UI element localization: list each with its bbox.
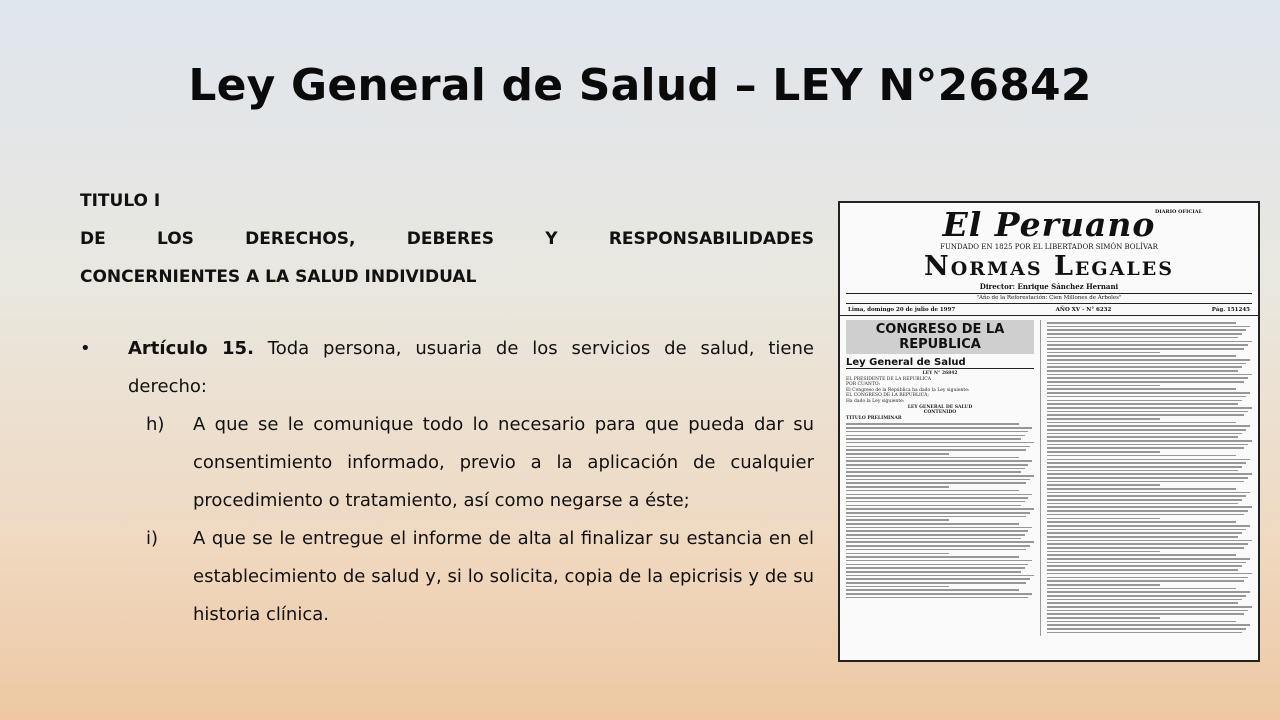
text-line (1047, 558, 1250, 560)
item-text: A que se le comunique todo lo necesario para que pueda dar su consentimiento informado, previo a la aplicación de cualquier procedimiento o tratamiento, así como negarse a éste; (193, 414, 814, 511)
text-line (846, 530, 1028, 532)
bullet-icon: • (80, 338, 91, 359)
text-line (1047, 551, 1160, 553)
text-line (1047, 436, 1238, 438)
text-line (1047, 477, 1248, 479)
text-line (1047, 525, 1250, 527)
text-line (846, 475, 1034, 477)
article-label: Artículo 15. (128, 338, 254, 359)
text-line (846, 582, 1026, 584)
heading-block (80, 182, 814, 296)
text-line (1047, 521, 1236, 523)
text-line (1047, 326, 1250, 328)
text-line (1047, 628, 1246, 630)
text-line (1047, 377, 1248, 379)
text-line (846, 435, 1025, 437)
paper-line: CONTENIDO (923, 410, 957, 416)
text-line (846, 575, 1034, 577)
text-line (1047, 359, 1250, 361)
paper-line: LEY GENERAL DE SALUD (907, 404, 973, 410)
text-line (1047, 569, 1238, 571)
text-line (1047, 407, 1252, 409)
text-line (1047, 595, 1246, 597)
text-line (1047, 385, 1160, 387)
text-line (846, 578, 1030, 580)
text-line (1047, 488, 1236, 490)
slide-title: Ley General de Salud – LEY N°26842 (188, 60, 1092, 111)
text-line (1047, 573, 1252, 575)
text-line (1047, 532, 1242, 534)
text-line (1047, 341, 1252, 343)
newspaper-left-column (846, 320, 1041, 636)
text-line (1047, 577, 1248, 579)
text-line (846, 494, 1032, 496)
paper-line: Ha dado la Ley siguiente: (846, 398, 905, 404)
text-line (846, 564, 1028, 566)
text-line (1047, 411, 1248, 413)
text-line (1047, 632, 1242, 634)
text-line (1047, 363, 1246, 365)
text-line (846, 516, 1026, 518)
text-line (846, 449, 1026, 451)
text-line (1047, 503, 1238, 505)
text-line (846, 553, 949, 555)
text-line (1047, 506, 1252, 508)
text-line (846, 471, 1021, 473)
text-line (1047, 333, 1242, 335)
newspaper-masthead (840, 203, 1258, 304)
anio-line: "Año de la Reforestación: Cien Millones de Árboles" (846, 293, 1252, 304)
text-line (1047, 484, 1160, 486)
text-line (1047, 447, 1244, 449)
text-line (846, 468, 1025, 470)
paper-line: TITULO PRELIMINAR (846, 415, 902, 421)
text-line (1047, 451, 1160, 453)
text-line (1047, 554, 1236, 556)
text-line (1047, 580, 1244, 582)
text-line (846, 556, 1019, 558)
diario-oficial-label: DIARIO OFICIAL (1155, 209, 1203, 215)
newspaper-right-column (1041, 320, 1252, 636)
text-line (1047, 602, 1238, 604)
text-line (1047, 337, 1238, 339)
text-line (1047, 433, 1242, 435)
law-title: Ley General de Salud (846, 357, 1034, 369)
text-line (1047, 355, 1236, 357)
text-line (1047, 547, 1244, 549)
text-line (1047, 425, 1250, 427)
titulo-heading: TITULO I (80, 191, 161, 211)
paper-line: EL CONGRESO DE LA REPUBLICA; (846, 393, 929, 399)
text-line (1047, 473, 1252, 475)
text-line (846, 512, 1030, 514)
text-line (1047, 455, 1236, 457)
text-line (1047, 374, 1252, 376)
article-text (128, 330, 814, 406)
text-line (846, 501, 1025, 503)
text-line (1047, 495, 1246, 497)
text-line (1047, 624, 1250, 626)
text-line (1047, 562, 1246, 564)
list-item-h (146, 406, 814, 520)
section-title: Normas Legales (924, 251, 1174, 282)
article-bullet-row (80, 330, 814, 406)
text-line (846, 545, 1030, 547)
text-line (846, 593, 1032, 595)
text-line (1047, 584, 1160, 586)
text-line (1047, 536, 1238, 538)
text-line (1047, 481, 1244, 483)
text-line (1047, 444, 1248, 446)
text-line (846, 427, 1032, 429)
newspaper-text-lines (1047, 322, 1252, 633)
text-line (1047, 606, 1252, 608)
text-line (1047, 499, 1242, 501)
dateline (840, 305, 1258, 316)
text-line (1047, 599, 1242, 601)
text-line (846, 457, 1019, 459)
text-line (846, 423, 1019, 425)
text-line (846, 549, 1026, 551)
text-line (846, 560, 1032, 562)
text-line (846, 523, 1019, 525)
concernientes-heading: CONCERNIENTES A LA SALUD INDIVIDUAL (80, 267, 477, 287)
paper-line: POR CUANTO: (846, 382, 881, 388)
article-intro: Toda persona, usuaria de los servicios de salud, tiene derecho: (128, 338, 814, 397)
text-line (1047, 352, 1160, 354)
text-line (846, 534, 1025, 536)
text-line (846, 597, 1028, 599)
text-line (1047, 617, 1160, 619)
text-line (1047, 470, 1238, 472)
text-line (1047, 440, 1252, 442)
text-line (1047, 403, 1238, 405)
text-line (846, 486, 949, 488)
text-line (1047, 459, 1250, 461)
paper-page: Pág. 151245 (1211, 307, 1250, 313)
text-line (846, 586, 949, 588)
text-line (1047, 591, 1250, 593)
text-line (1047, 392, 1250, 394)
text-line (846, 589, 1019, 591)
text-line (1047, 510, 1248, 512)
text-line (1047, 422, 1236, 424)
text-line (846, 567, 1025, 569)
text-line (1047, 381, 1244, 383)
text-line (1047, 414, 1244, 416)
article-block (80, 330, 814, 634)
text-line (1047, 366, 1242, 368)
text-line (846, 431, 1028, 433)
text-line (1047, 462, 1246, 464)
text-line (846, 438, 1021, 440)
text-line (1047, 344, 1248, 346)
text-line (846, 464, 1028, 466)
text-line (1047, 396, 1246, 398)
newspaper-columns (840, 316, 1258, 640)
text-line (846, 446, 1030, 448)
text-line (1047, 610, 1248, 612)
text-line (1047, 400, 1242, 402)
text-line (846, 571, 1021, 573)
text-line (1047, 529, 1246, 531)
newspaper-logo: El Peruano (942, 205, 1156, 244)
text-line (846, 460, 1032, 462)
text-line (1047, 518, 1160, 520)
newspaper-text-lines (846, 423, 1034, 598)
text-line (1047, 621, 1236, 623)
text-line (1047, 588, 1236, 590)
item-letter: h) (146, 414, 165, 435)
text-line (1047, 429, 1246, 431)
text-line (1047, 418, 1160, 420)
text-line (846, 505, 1021, 507)
director-line: Director: Enrique Sánchez Hernani (979, 282, 1119, 291)
text-line (1047, 388, 1236, 390)
text-line (1047, 543, 1248, 545)
paper-issue: AÑO XV - N° 6232 (1055, 307, 1112, 313)
paper-line: EL PRESIDENTE DE LA REPUBLICA (846, 376, 931, 382)
text-line (846, 497, 1028, 499)
text-line (1047, 565, 1242, 567)
text-line (1047, 329, 1246, 331)
text-line (1047, 492, 1250, 494)
text-line (846, 541, 1034, 543)
text-line (846, 442, 1034, 444)
text-line (1047, 540, 1252, 542)
congreso-box: CONGRESO DE LA REPUBLICA (846, 320, 1034, 354)
derechos-heading: DE LOS DERECHOS, DEBERES Y RESPONSABILIDADES (80, 229, 814, 249)
text-line (846, 538, 1021, 540)
paper-date: Lima, domingo 20 de julio de 1997 (848, 307, 956, 313)
fundado-line: FUNDADO EN 1825 POR EL LIBERTADOR SIMÓN BOLÍVAR (940, 243, 1158, 251)
newspaper-image (838, 201, 1260, 662)
text-line (846, 527, 1032, 529)
item-letter: i) (146, 528, 159, 549)
text-line (846, 482, 1026, 484)
text-line (846, 490, 1019, 492)
list-item-i (146, 520, 814, 634)
item-text: A que se le entregue el informe de alta al finalizar su estancia en el establecimiento de salud y, si lo solicita, copia de la epicrisis y de su historia clínica. (193, 528, 814, 625)
text-line (846, 479, 1030, 481)
text-line (846, 519, 949, 521)
text-line (1047, 613, 1244, 615)
text-line (1047, 348, 1244, 350)
text-line (1047, 322, 1236, 324)
text-line (1047, 466, 1242, 468)
text-line (1047, 514, 1244, 516)
text-line (1047, 370, 1238, 372)
text-line (846, 508, 1034, 510)
text-line (846, 453, 949, 455)
law-number: LEY N° 26842 (922, 371, 958, 376)
paper-line: El Congreso de la República ha dado la Ley siguiente: (846, 387, 970, 393)
